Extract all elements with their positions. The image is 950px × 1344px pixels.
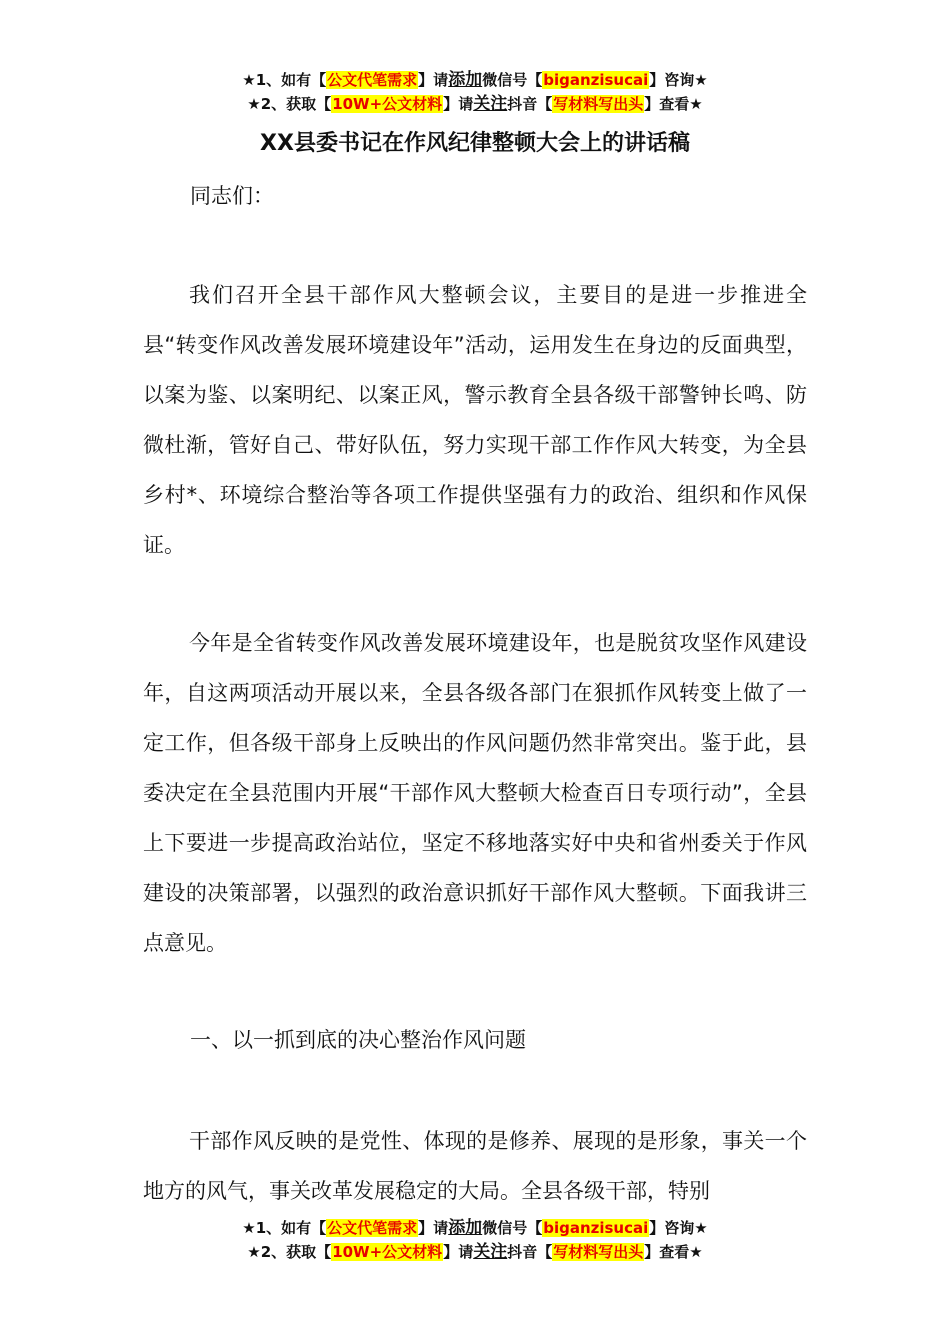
paragraph-2: 今年是全省转变作风改善发展环境建设年，也是脱贫攻坚作风建设年，自这两项活动开展以来，全县各级各部门在狠抓作风转变上做了一定工作，但各级干部身上反映出的作风问题仍然非常突出。鉴于此，县委决定在全县范围内开展“干部作风大整顿大检查百日专项行动”，全县上下要进一步提高政治站位，坚定不移地落实好中央和省州委关于作风建设的决策部署，以强烈的政治意识抓好干部作风大整顿。下面我讲三点意见。: [143, 631, 807, 955]
promo-line-1: ★1、如有【公文代笔需求】请添加微信号【biganzisucai】咨询★: [242, 70, 708, 90]
document-title: XX县委书记在作风纪律整顿大会上的讲话稿: [260, 131, 690, 156]
section-heading-1: 一、以一抓到底的决心整治作风问题: [190, 1028, 526, 1052]
promo-line-2: ★2、获取【10W+公文材料】请关注抖音【写材料写出头】查看★: [247, 1242, 703, 1262]
promo-highlight-service: 公文代笔需求: [327, 71, 418, 89]
promo-highlight-service: 公文代笔需求: [327, 1219, 418, 1237]
promo-highlight-wechat-id: biganzisucai: [543, 1219, 649, 1237]
promo-highlight-douyin: 写材料写出头: [553, 1243, 644, 1261]
promo-emphasis-follow: 关注: [473, 1242, 508, 1262]
promo-emphasis-follow: 关注: [473, 94, 508, 114]
promo-highlight-materials: 10W+公文材料: [332, 1243, 443, 1261]
paragraph-3: 干部作风反映的是党性、体现的是修养、展现的是形象，事关一个地方的风气，事关改革发展稳定的大局。全县各级干部，特别: [143, 1129, 807, 1203]
bottom-promo-banner: [0, 1216, 950, 1264]
paragraph-1: 我们召开全县干部作风大整顿会议，主要目的是进一步推进全县“转变作风改善发展环境建设年”活动，运用发生在身边的反面典型，以案为鉴、以案明纪、以案正风，警示教育全县各级干部警钟长鸣、防微杜渐，管好自己、带好队伍，努力实现干部工作作风大转变，为全县乡村*、环境综合整治等各项工作提供坚强有力的政治、组织和作风保证。: [143, 283, 807, 557]
promo-highlight-douyin: 写材料写出头: [553, 95, 644, 113]
promo-emphasis-add: 添加: [448, 1218, 483, 1238]
promo-line-2: ★2、获取【10W+公文材料】请关注抖音【写材料写出头】查看★: [247, 94, 703, 114]
top-promo-banner: [0, 68, 950, 116]
salutation: 同志们：: [190, 184, 274, 208]
promo-highlight-wechat-id: biganzisucai: [543, 71, 649, 89]
promo-line-1: ★1、如有【公文代笔需求】请添加微信号【biganzisucai】咨询★: [242, 1218, 708, 1238]
promo-highlight-materials: 10W+公文材料: [332, 95, 443, 113]
promo-emphasis-add: 添加: [448, 70, 483, 90]
